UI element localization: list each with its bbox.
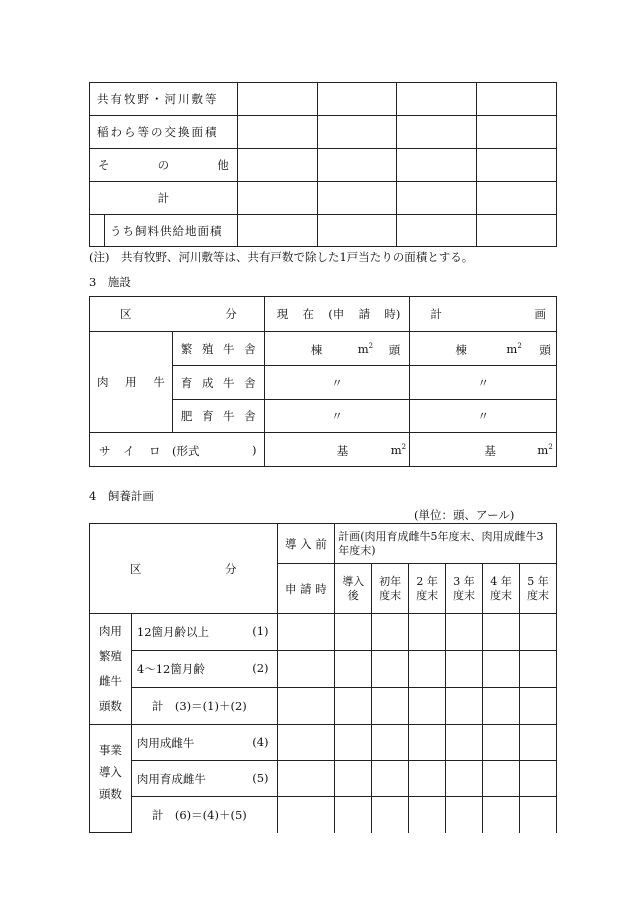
row-label: 共有牧野・河川敷等 — [90, 83, 238, 116]
row-label: そ の 他 — [90, 149, 238, 182]
row-label: 肉用育成雌牛 (5) — [131, 761, 277, 797]
row-label: 育 成 牛 舎 — [172, 366, 264, 400]
header-col: 2 年度末 — [409, 564, 446, 614]
row-total: 計 (3)＝(1)＋(2) — [131, 688, 277, 725]
header-kubun: 区 分 — [90, 524, 278, 614]
feeding-plan-table — [89, 523, 557, 833]
ditto-mark: 〃 — [264, 366, 410, 400]
group-label: 肉 用 牛 — [90, 332, 173, 433]
silo-plan: 基 $m^2$ — [410, 433, 557, 467]
row-label: 肉用成雌牛 (4) — [131, 725, 277, 761]
group-label: 肉用 繁殖 雌牛 頭数 — [90, 614, 132, 725]
unit-label: (単位：頭、アール) — [414, 508, 515, 522]
row-label: 計 — [90, 182, 238, 215]
section-heading: 4 飼養計画 — [89, 489, 154, 503]
header-col: 5 年度末 — [519, 564, 556, 614]
silo-label: サ イ ロ (形式 ) — [90, 433, 265, 467]
row-total: 計 (6)＝(4)＋(5) — [131, 797, 277, 833]
row-label: 4～12箇月齢 (2) — [131, 651, 277, 688]
current-cell: 棟 $m^2$ 頭 — [264, 332, 410, 366]
row-label: 肥 育 牛 舎 — [172, 400, 264, 433]
header-application: 申 請 時 — [277, 564, 335, 614]
ditto-mark: 〃 — [264, 400, 410, 433]
ditto-mark: 〃 — [410, 366, 557, 400]
section-heading: 3 施設 — [89, 275, 131, 289]
plan-cell: 棟 $m^2$ 頭 — [410, 332, 557, 366]
facility-table — [89, 296, 557, 467]
header-col: 初年度末 — [372, 564, 409, 614]
header-current: 現 在 (申 請 時) — [264, 297, 410, 332]
header-col: 4 年度末 — [483, 564, 520, 614]
silo-current: 基 $m^2$ — [264, 433, 410, 467]
header-plan: 計画(肉用育成雌牛5年度末、肉用成雌牛3年度末) — [335, 524, 557, 564]
group-label: 事業 導入 頭数 — [90, 725, 132, 833]
row-label: 12箇月齢以上 (1) — [131, 614, 277, 651]
ditto-mark: 〃 — [410, 400, 557, 433]
table-note: (注) 共有牧野、河川敷等は、共有戸数で除した1戸当たりの面積とする。 — [89, 250, 474, 264]
header-col: 導入後 — [335, 564, 372, 614]
header-pre-intro: 導 入 前 — [277, 524, 335, 564]
row-label: 稲わら等の交換面積 — [90, 116, 238, 149]
header-plan: 計 画 — [410, 297, 557, 332]
row-label: うち飼料供給地面積 — [90, 215, 238, 247]
area-table — [89, 82, 557, 247]
header-col: 3 年度末 — [446, 564, 483, 614]
header-kubun: 区 分 — [90, 297, 265, 332]
row-label: 繁 殖 牛 舎 — [172, 332, 264, 366]
